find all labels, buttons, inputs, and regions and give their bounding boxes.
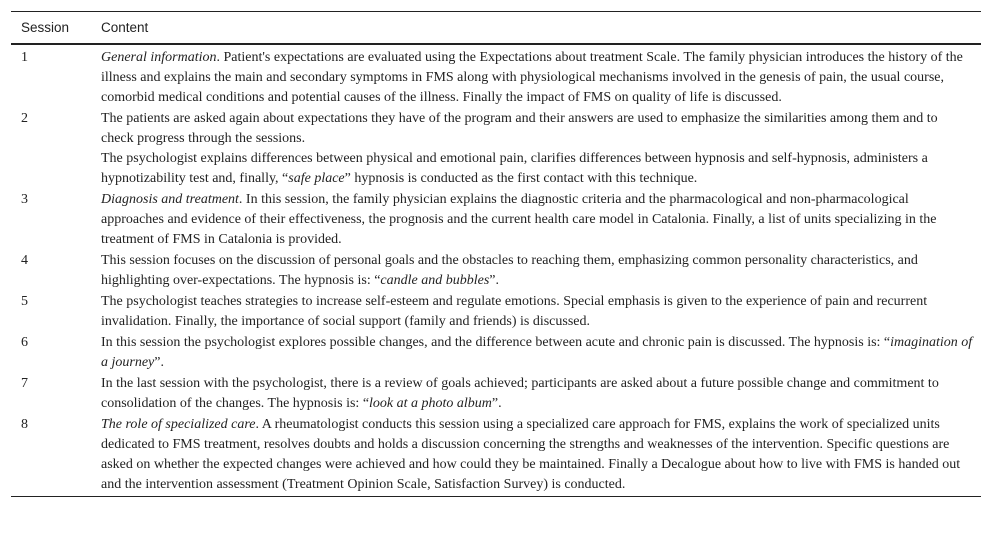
- session-number: 5: [21, 294, 28, 309]
- header-session: Session: [21, 20, 70, 35]
- session-text: In the last session with the psychologist, there is a review of goals achieved; participants are asked about a future possible change and commitment to consolidation of the changes. The hypnosis is: “: [101, 376, 939, 411]
- session-text: ”.: [489, 273, 500, 288]
- session-content: [91, 251, 981, 292]
- session-text-paragraph-1: The patients are asked again about expectations they have of the program and their answers are used to emphasize the similarities among them and to check progress through the sessions.: [101, 111, 938, 146]
- session-text: ”.: [491, 396, 502, 411]
- table-header: [11, 12, 981, 45]
- session-number: 3: [21, 192, 28, 207]
- session-text: . Patient's expectations are evaluated using the Expectations about treatment Scale. The family physician introduces the history of the illness and explains the main and secondary symptoms in FMS along with physiological mechanisms involved in the genesis of pain, the usual course, comorbid medical conditions and potential causes of the illness. Finally the impact of FMS on quality of life is discussed.: [101, 50, 963, 105]
- table-body: [11, 44, 981, 497]
- session-content: [91, 415, 981, 497]
- session-title: The role of specialized care: [101, 417, 256, 432]
- table-row: [11, 251, 981, 292]
- table-row: [11, 333, 981, 374]
- session-text: This session focuses on the discussion of personal goals and the obstacles to reaching them, emphasizing common personality characteristics, and highlighting over-expectations. The hypnosis is: “: [101, 253, 918, 288]
- table-row: [11, 190, 981, 251]
- session-text: ” hypnosis is conducted as the first contact with this technique.: [344, 171, 698, 186]
- session-content: [91, 44, 981, 109]
- session-content: [91, 190, 981, 251]
- table-row: [11, 44, 981, 109]
- hypnosis-name: candle and bubbles: [380, 273, 490, 288]
- table-row: [11, 374, 981, 415]
- session-text: The psychologist explains differences between physical and emotional pain, clarifies differences between hypnosis and self-hypnosis, administers a hypnotizability test and, finally, “: [101, 151, 928, 186]
- table-row: [11, 109, 981, 190]
- header-content: Content: [101, 20, 149, 35]
- session-text: In this session the psychologist explores possible changes, and the difference between acute and chronic pain is discussed. The hypnosis is: “: [101, 335, 891, 350]
- session-text: ”.: [154, 355, 164, 370]
- session-number: 8: [21, 417, 28, 432]
- session-number: 2: [21, 111, 28, 126]
- sessions-table: [11, 11, 981, 497]
- session-number: 1: [21, 50, 28, 65]
- session-title: General information: [101, 50, 217, 65]
- session-text: . In this session, the family physician explains the diagnostic criteria and the pharmacological and non-pharmacological approaches and evidence of their effectiveness, the prognosis and the current health care model in Catalonia. Finally, a list of units specializing in the treatment of FMS in Catalonia is provided.: [101, 192, 937, 247]
- session-text: The psychologist teaches strategies to increase self-esteem and regulate emotions. Special emphasis is given to the experience of pain and recurrent invalidation. Finally, the importance of social support (family and friends) is discussed.: [101, 294, 928, 329]
- header-row: [11, 12, 981, 45]
- session-number: 6: [21, 335, 28, 350]
- hypnosis-name: look at a photo album: [369, 396, 492, 411]
- hypnosis-name: safe place: [288, 171, 345, 186]
- table-row: [11, 415, 981, 497]
- session-title: Diagnosis and treatment: [101, 192, 239, 207]
- session-content: [91, 333, 981, 374]
- sessions-table-container: [11, 11, 981, 497]
- session-number: 7: [21, 376, 28, 391]
- session-content: [91, 292, 981, 333]
- hypnosis-name: imagination of a journey: [101, 335, 973, 370]
- session-content: [91, 109, 981, 190]
- session-content: [91, 374, 981, 415]
- table-row: [11, 292, 981, 333]
- session-text: . A rheumatologist conducts this session using a specialized care approach for FMS, explains the work of specialized units dedicated to FMS treatment, resolves doubts and holds a discussion concerning the strengths and weaknesses of the intervention. Specific questions are asked on whether the expected changes were achieved and how could they be maintained. Finally a Decalogue about how to live with FMS is handed out and the intervention assessment (Treatment Opinion Scale, Satisfaction Survey) is conducted.: [101, 417, 961, 492]
- session-number: 4: [21, 253, 28, 268]
- session-text-paragraph-2: [101, 149, 973, 189]
